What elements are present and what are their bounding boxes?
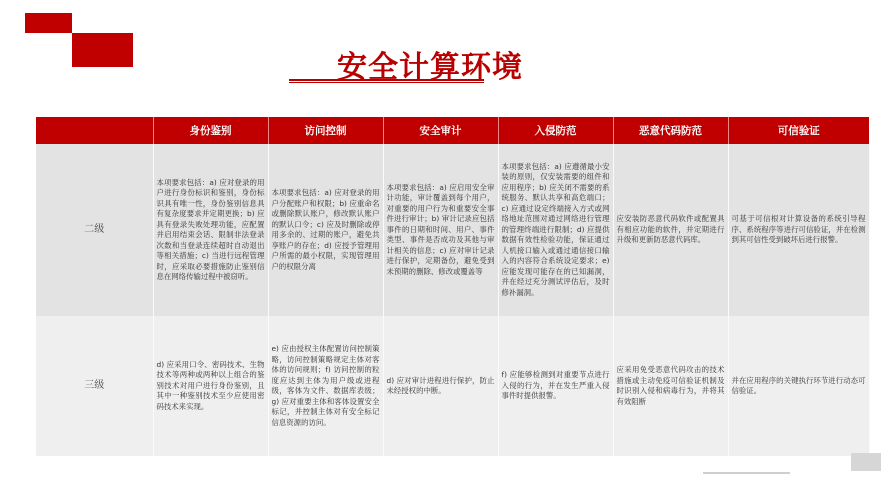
table-row [36,144,869,316]
decor-block-large [72,33,133,67]
table-cell: f) 应能够检测到对重要节点进行入侵的行为，并在发生严重入侵事件时提供报警。 [498,316,613,456]
requirements-table [36,117,869,456]
table-cell: 本项要求包括：a) 应遵循最小安装的原则，仅安装需要的组件和应用程序；b) 应关闭不需要的系统服务、默认共享和高危端口；c) 应通过设定终端接入方式或网络地址范围对通过网络进行管理的管理终端进行限制；d) 应提供数据有效性检验功能，保证通过人机接口输入或通过通信接口输入的内容符合系统设定要求；e) 应能发现可能存在的已知漏洞，并在经过充分测试评估后，及时修补漏洞。 [498,144,613,316]
title-underline [289,79,484,83]
header-malware-prevention: 恶意代码防范 [613,117,728,144]
header-corner [36,117,153,144]
decor-block-small [25,13,72,33]
row-level-label: 二级 [36,144,153,316]
page-title: 安全计算环境 [337,50,523,85]
table-cell: 可基于可信根对计算设备的系统引导程序、系统程序等进行可信验证，并在检测到其可信性受到破坏后进行报警。 [728,144,869,316]
table-cell: d) 应采用口令、密码技术、生物技术等两种或两种以上组合的鉴别技术对用户进行身份鉴别，且其中一种鉴别技术至少应使用密码技术来实现。 [153,316,268,456]
table-header-row [36,117,869,144]
decor-corner-box [851,453,881,471]
decor-bottom-line [703,472,790,474]
table-cell: d) 应对审计进程进行保护，防止未经授权的中断。 [383,316,498,456]
row-level-label: 三级 [36,316,153,456]
table-cell: 应安装防恶意代码软件或配置具有相应功能的软件，并定期进行升级和更新防恶意代码库。 [613,144,728,316]
header-identity-auth: 身份鉴别 [153,117,268,144]
header-intrusion-prevention: 入侵防范 [498,117,613,144]
header-security-audit: 安全审计 [383,117,498,144]
table-cell: 本项要求包括：a) 应对登录的用户进行身份标识和鉴别，身份标识具有唯一性，身份鉴别信息具有复杂度要求并定期更换；b) 应具有登录失败处理功能，应配置并启用结束会话、限制非法登录次数和当登录连续超时自动退出等相关措施；c) 当进行远程管理时，应采取必要措施防止鉴别信息在网络传输过程中被窃听。 [153,144,268,316]
header-trusted-verification: 可信验证 [728,117,869,144]
table-cell: 本项要求包括：a) 应对登录的用户分配账户和权限；b) 应重命名或删除默认账户，修改默认账户的默认口令；c) 应及时删除或停用多余的、过期的账户，避免共享账户的存在；d) 应授予管理用户所需的最小权限，实现管理用户的权限分离 [268,144,383,316]
header-access-control: 访问控制 [268,117,383,144]
table-row [36,316,869,456]
table-cell: 应采用免受恶意代码攻击的技术措施或主动免疫可信验证机制及时识别入侵和病毒行为，并将其有效阻断 [613,316,728,456]
table-cell: e) 应由授权主体配置访问控制策略，访问控制策略规定主体对客体的访问规则；f) 访问控制的粒度应达到主体为用户级或进程级，客体为文件、数据库表级；g) 应对重要主体和客体设置安全标记，并控制主体对有安全标记信息资源的访问。 [268,316,383,456]
table-cell: 本项要求包括：a) 应启用安全审计功能，审计覆盖到每个用户，对重要的用户行为和重要安全事件进行审计；b) 审计记录应包括事件的日期和时间、用户、事件类型、事件是否成功及其他与审计相关的信息；c) 应对审计记录进行保护，定期备份，避免受到未预期的删除、修改或覆盖等 [383,144,498,316]
table-cell: 并在应用程序的关键执行环节进行动态可信验证。 [728,316,869,456]
